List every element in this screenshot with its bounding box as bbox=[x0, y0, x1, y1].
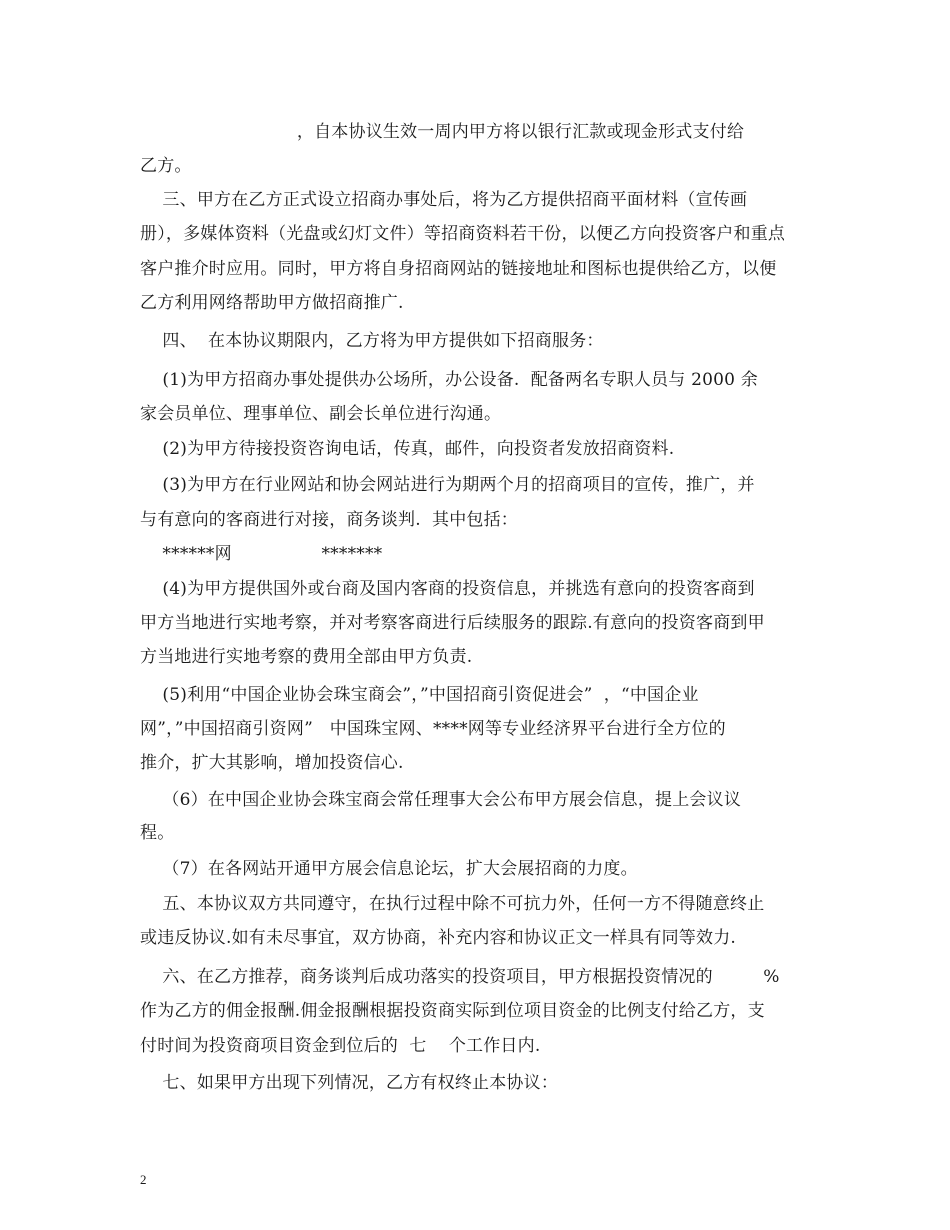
text-line: 方当地进行实地考察的费用全部由甲方负责. bbox=[140, 647, 473, 667]
text-line: 四、 在本协议期限内，乙方将为甲方提供如下招商服务： bbox=[140, 331, 604, 351]
text-line: ******网 ******* bbox=[140, 544, 383, 564]
text-line: (2)为甲方待接投资咨询电话，传真，邮件，向投资者发放招商资料. bbox=[140, 439, 675, 459]
text-line: 三、甲方在乙方正式设立招商办事处后，将为乙方提供招商平面材料（宣传画 bbox=[140, 190, 748, 210]
text-line: 甲方当地进行实地考察，并对考察客商进行后续服务的跟踪.有意向的投资客商到甲 bbox=[140, 613, 765, 633]
text-line: 七、如果甲方出现下列情况，乙方有权终止本协议： bbox=[140, 1073, 559, 1093]
text-line: 乙方利用网络帮助甲方做招商推广. bbox=[140, 293, 404, 313]
text-line: （7）在各网站开通甲方展会信息论坛，扩大会展招商的力度。 bbox=[140, 859, 638, 879]
text-line: 或违反协议.如有未尽事宜，双方协商，补充内容和协议正文一样具有同等效力. bbox=[140, 928, 737, 948]
text-line: 册），多媒体资料（光盘或幻灯文件）等招商资料若干份，以便乙方向投资客户和重点 bbox=[140, 224, 786, 244]
text-line: 付时间为投资商项目资金到位后的 七 个工作日内. bbox=[140, 1036, 541, 1056]
text-line: 与有意向的客商进行对接，商务谈判. 其中包括： bbox=[140, 510, 519, 530]
text-line: 网”，”中国招商引资网” 中国珠宝网、****网等专业经济界平台进行全方位的 bbox=[140, 719, 726, 739]
text-line: (1)为甲方招商办事处提供办公场所，办公设备. 配备两名专职人员与 2000 余 bbox=[140, 370, 758, 390]
text-line: (4)为甲方提供国外或台商及国内客商的投资信息，并挑选有意向的投资客商到 bbox=[140, 579, 755, 599]
text-line: (5)利用“中国企业协会珠宝商会”，”中国招商引资促进会” ，“中国企业 bbox=[140, 685, 699, 705]
text-line: （6）在中国企业协会珠宝商会常任理事大会公布甲方展会信息，提上会议议 bbox=[140, 790, 742, 810]
text-line: ，自本协议生效一周内甲方将以银行汇款或现金形式支付给 bbox=[140, 122, 745, 142]
text-line: (3)为甲方在行业网站和协会网站进行为期两个月的招商项目的宣传，推广，并 bbox=[140, 475, 755, 495]
page-number: 2 bbox=[140, 1172, 147, 1187]
text-line: 家会员单位、理事单位、副会长单位进行沟通。 bbox=[140, 404, 502, 424]
text-line: 六、在乙方推荐，商务谈判后成功落实的投资项目，甲方根据投资情况的 % bbox=[140, 967, 780, 987]
text-line: 作为乙方的佣金报酬.佣金报酬根据投资商实际到位项目资金的比例支付给乙方，支 bbox=[140, 1001, 765, 1021]
text-line: 乙方。 bbox=[140, 156, 192, 176]
text-line: 客户推介时应用。同时，甲方将自身招商网站的链接地址和图标也提供给乙方，以便 bbox=[140, 259, 777, 279]
text-line: 推介，扩大其影响，增加投资信心. bbox=[140, 753, 404, 773]
text-line: 程。 bbox=[140, 823, 175, 843]
text-line: 五、本协议双方共同遵守，在执行过程中除不可抗力外，任何一方不得随意终止 bbox=[140, 894, 765, 914]
